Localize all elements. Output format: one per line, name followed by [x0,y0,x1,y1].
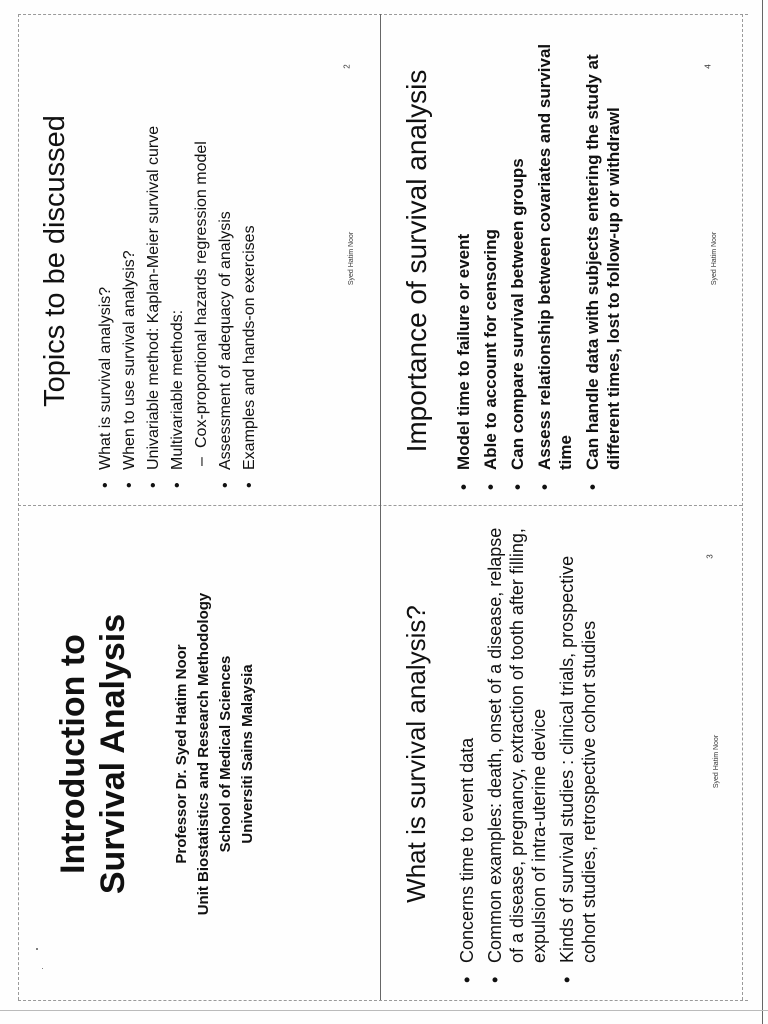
list-item: • Assess relationship between covariates and survival time [534,26,576,490]
title-line-1: Introduction to [54,634,92,874]
list-item: • Model time to failure or event [453,26,474,490]
scan-bottom-line [0,1010,768,1011]
author-unit: Unit Biostatistics and Research Methodology [195,592,212,916]
right-border [742,14,743,1000]
top-border [18,14,748,15]
page-number: 4 [703,64,713,69]
page-number: 3 [705,554,715,559]
slide-footer: Syed Hatim Noor [348,231,356,286]
list-item: • Multivariable methods: [166,26,190,488]
author-block [171,519,259,989]
middle-vertical-divider [380,14,381,1000]
list-item: • When to use survival analysis? [118,26,142,488]
list-item: • Univariable method: Kaplan-Meier survival curve [142,26,166,488]
slide-topics [35,26,365,496]
list-item: • Kinds of survival studies : clinical trials, prospective cohort studies, retrospective cohort studies [556,519,600,983]
list-item: • Examples and hands-on exercises [238,26,262,488]
slide-importance-panel [384,18,740,504]
author-name: Professor Dr. Syed Hatim Noor [173,644,190,864]
importance-list [453,26,624,496]
what-list [456,519,600,989]
left-border [18,14,19,1000]
page-number: 2 [342,64,352,69]
topics-list [94,26,262,496]
slide-title [35,519,365,989]
list-item: • Concerns time to event data [456,519,478,983]
list-item: • Assessment of adequacy of analysis [214,26,238,488]
author-school: School of Medical Sciences [217,655,234,853]
slide-footer: Syed Hatim Noor [711,231,719,286]
slide-heading: Topics to be discussed [39,115,71,407]
list-item: • Can compare survival between groups [507,26,528,490]
author-university: Universiti Sains Malaysia [239,664,256,844]
slide-topics-panel [22,18,378,504]
list-item: • What is survival analysis? [94,26,118,488]
presentation-title [53,519,133,989]
slide-what-panel [384,510,740,998]
title-line-2: Survival Analysis [94,613,132,895]
sub-list-item: – Cox-proportional hazards regression model [190,26,214,488]
slide-what [397,519,727,989]
list-item: • Can handle data with subjects entering the study at different times, lost to follow-up or withdrawl [582,26,624,490]
slide-heading: Importance of survival analysis [401,69,432,453]
list-item: • Common examples: death, onset of a disease, relapse of a disease, pregnancy, extraction of tooth after filling, expulsion of intra-uterine device [484,519,550,983]
slide-importance [397,26,727,496]
bottom-border [18,1000,748,1001]
scan-edge-line [762,0,763,1024]
slide-title-panel [22,510,378,998]
slide-heading: What is survival analysis? [401,605,431,903]
list-item: • Able to account for censoring [480,26,501,490]
slide-footer: Syed Hatim Noor [713,734,721,789]
